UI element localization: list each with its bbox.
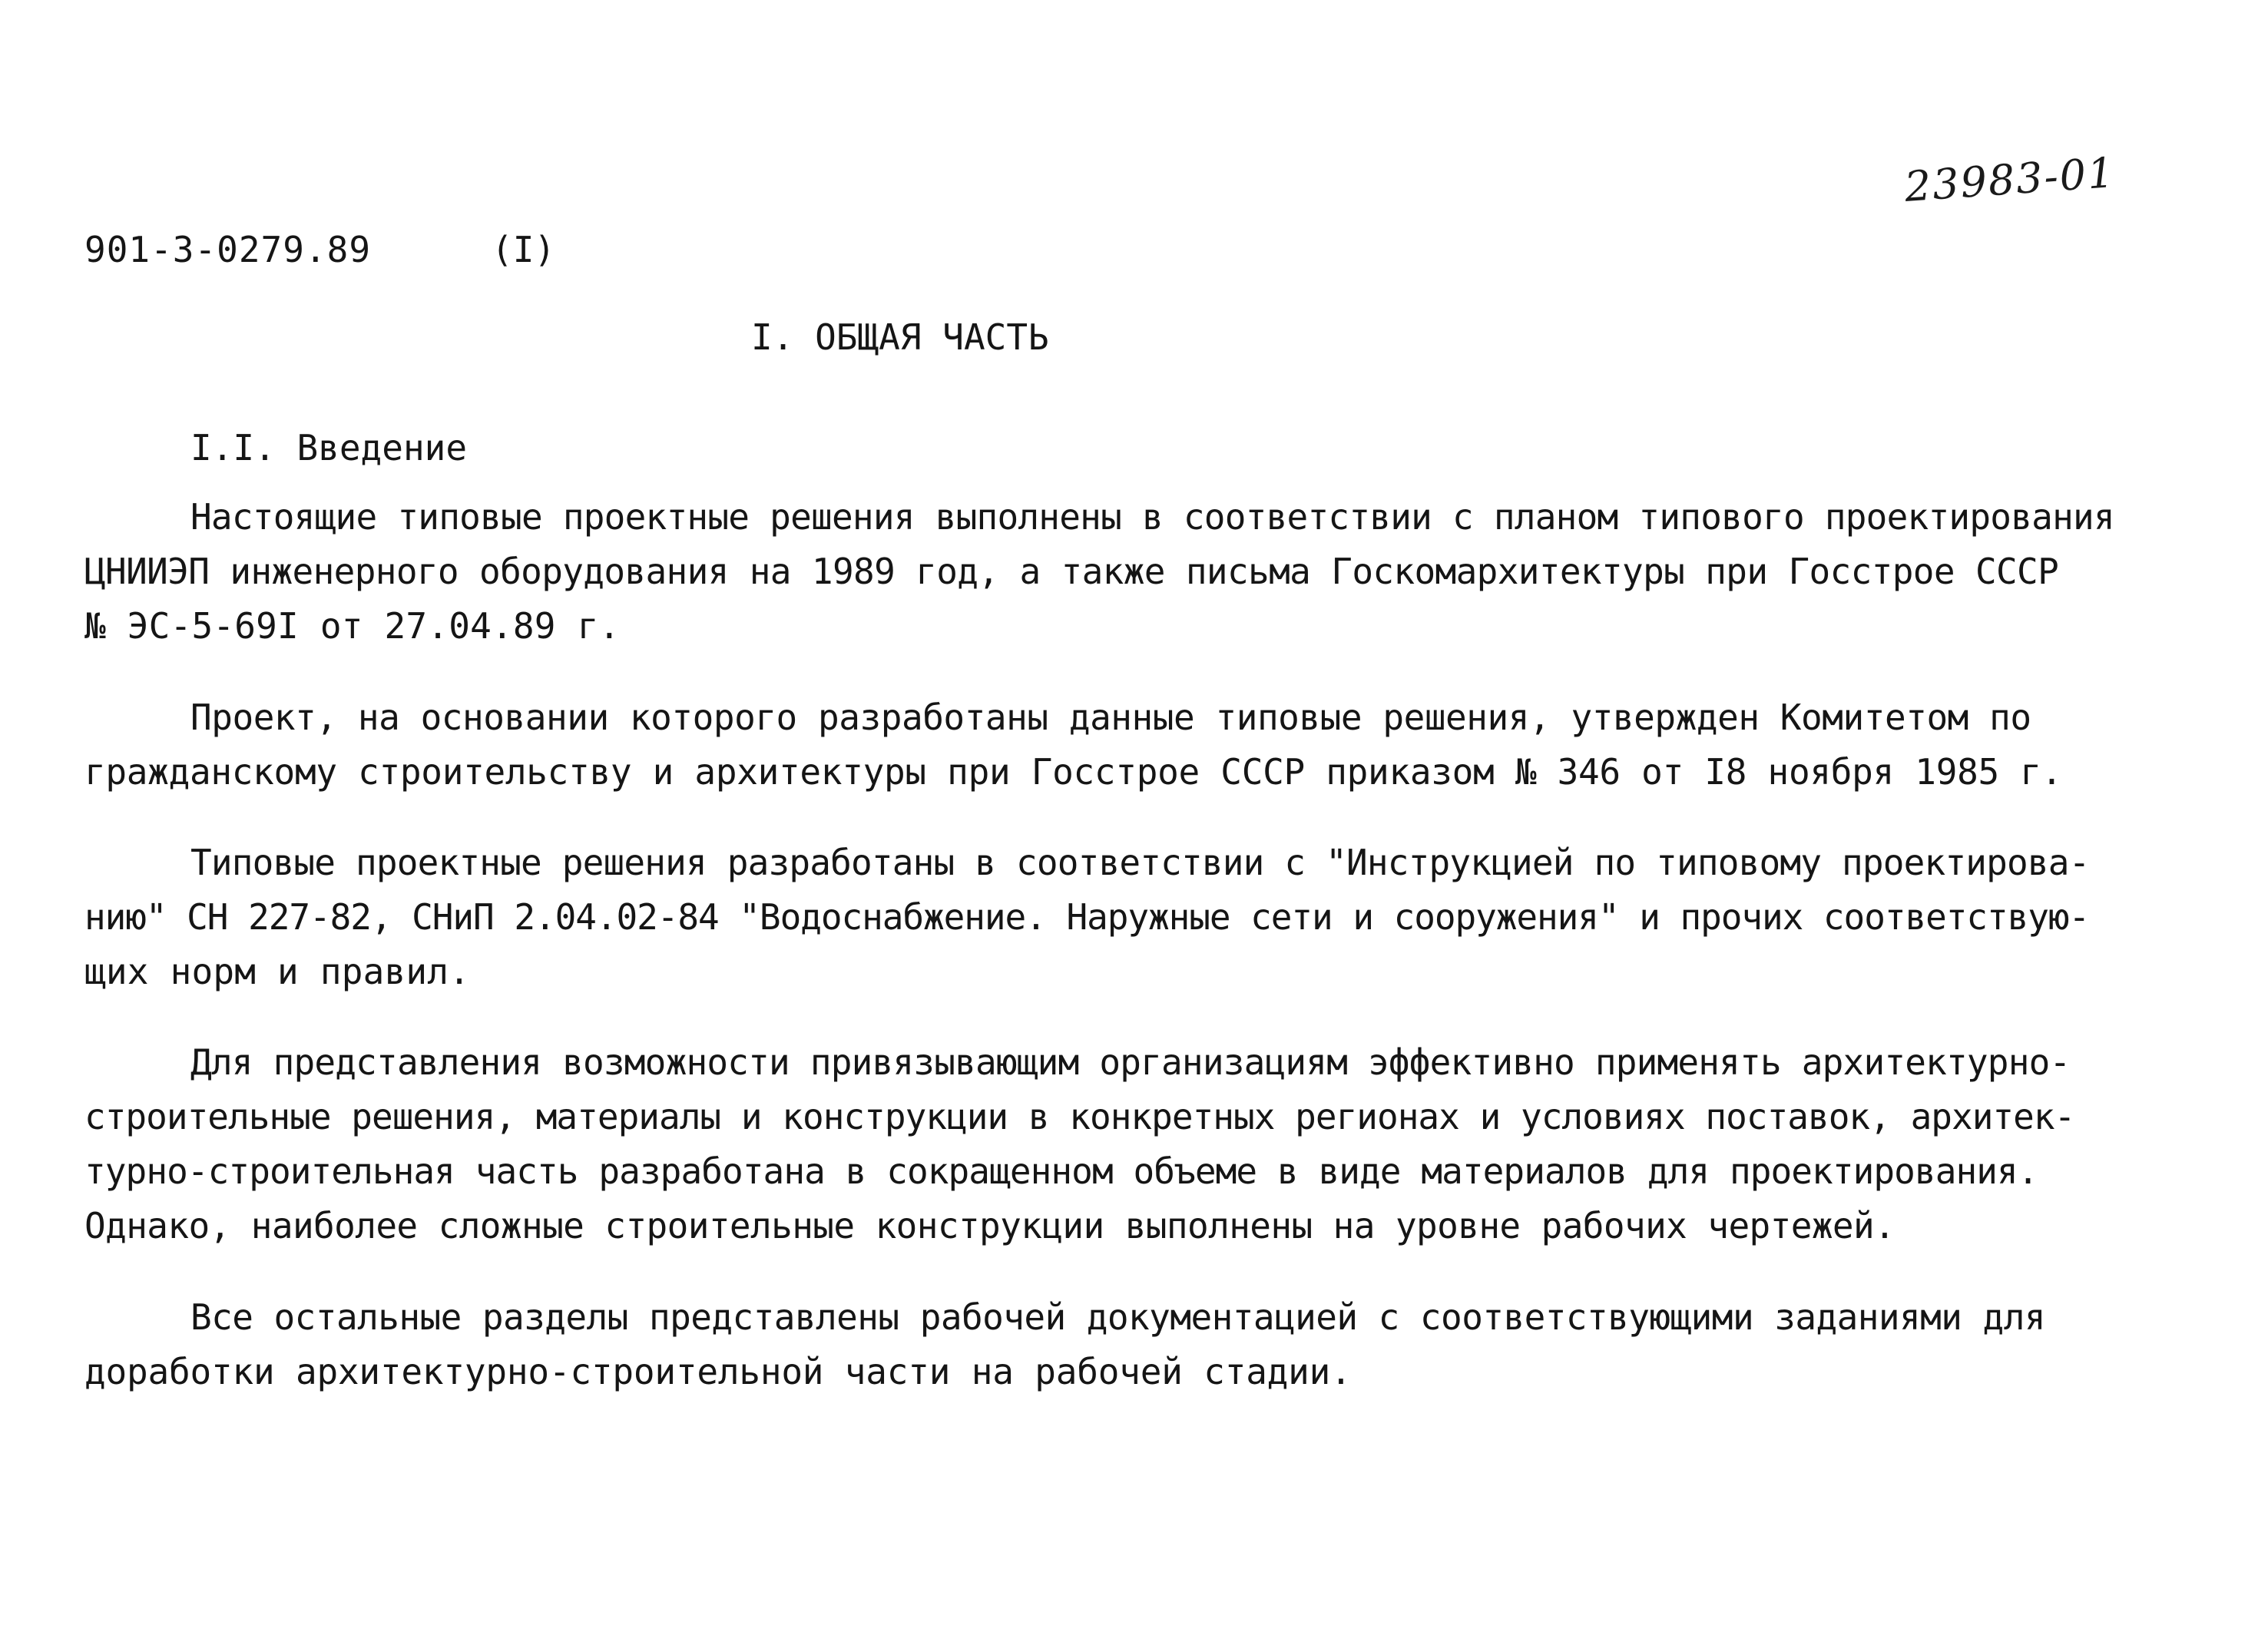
sheet-marker: (I) bbox=[492, 229, 556, 270]
paragraph-line: доработки архитектурно-строительной части на рабочей стадии. bbox=[84, 1351, 1352, 1392]
paragraph-line: строительные решения, материалы и конструкции в конкретных регионах и условиях поставок, архитек- bbox=[84, 1096, 2075, 1137]
paragraph-line: № ЭС-5-69I от 27.04.89 г. bbox=[84, 605, 621, 647]
paragraph-line: турно-строительная часть разработана в сокращенном объеме в виде материалов для проектирования. bbox=[84, 1150, 2038, 1192]
subsection-title: I.I. Введение bbox=[190, 427, 468, 468]
paragraph-line: Однако, наиболее сложные строительные конструкции выполнены на уровне рабочих чертежей. bbox=[84, 1205, 1896, 1246]
paragraph-line: гражданскому строительству и архитектуры при Госстрое СССР приказом № 346 от I8 ноября 1985 г. bbox=[84, 751, 2063, 793]
paragraph-line: Настоящие типовые проектные решения выполнены в соответствии с планом типового проектирования bbox=[190, 496, 2114, 538]
paragraph-line: щих норм и правил. bbox=[84, 951, 471, 992]
paragraph-line: Типовые проектные решения разработаны в соответствии с "Инструкцией по типовому проектирова- bbox=[190, 842, 2090, 883]
paragraph-line: Все остальные разделы представлены рабочей документацией с соответствующими заданиями для bbox=[190, 1296, 2045, 1338]
document-code: 901-3-0279.89 bbox=[84, 229, 372, 270]
paragraph-line: ЦНИИЭП инженерного оборудования на 1989 год, а также письма Госкомархитектуры при Госстрое СССР bbox=[84, 551, 2059, 592]
paragraph-line: Для представления возможности привязывающим организациям эффективно применять архитектурно- bbox=[190, 1041, 2071, 1083]
handwritten-inventory-number: 23983-01 bbox=[1902, 147, 2117, 211]
section-title: I. ОБЩАЯ ЧАСТЬ bbox=[751, 316, 1049, 358]
paragraph-line: нию" СН 227-82, СНиП 2.04.02-84 "Водоснабжение. Наружные сети и сооружения" и прочих соответствую- bbox=[84, 896, 2090, 938]
paragraph-line: Проект, на основании которого разработаны данные типовые решения, утвержден Комитетом по bbox=[190, 697, 2031, 738]
